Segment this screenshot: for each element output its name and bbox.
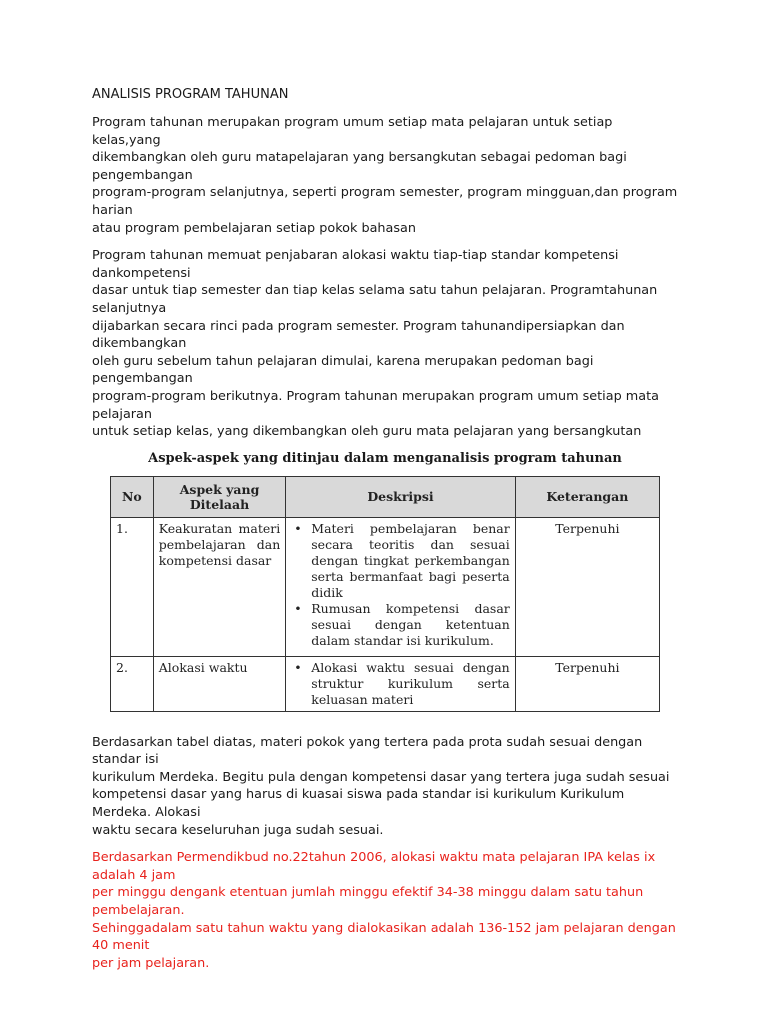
table-row [111, 656, 660, 711]
header-deskripsi: Deskripsi [286, 476, 515, 517]
document-heading: ANALISIS PROGRAM TAHUNAN [92, 87, 289, 102]
cell-keterangan: Terpenuhi [515, 517, 659, 656]
cell-deskripsi [286, 656, 515, 711]
paragraph-details: Program tahunan memuat penjabaran alokasi waktu tiap-tiap standar kompetensi dankompetensi dasar untuk tiap semester dan tiap kelas selama satu tahun pelajaran. Programtahunan selanjutnya dijabarkan secara rinci pada program semester. Program tahunandipersiapkan dan dikembangkan oleh guru sebelum tahun pelajaran dimulai, karena merupakan pedoman bagi pengembangan program-program berikutnya. Program tahunan merupakan program umum setiap mata pelajaran untuk setiap kelas, yang dikembangkan oleh guru mata pelajaran yang bersangkutan [92, 248, 659, 440]
cell-no: 1. [111, 517, 154, 656]
cell-keterangan: Terpenuhi [515, 656, 659, 711]
document-page [92, 86, 682, 982]
analysis-table [110, 476, 660, 712]
table-header-row [111, 476, 660, 517]
paragraph-red-note: Berdasarkan Permendikbud no.22tahun 2006, alokasi waktu mata pelajaran IPA kelas ix adalah 4 jam per minggu dengank etentuan jumlah minggu efektif 34-38 minggu dalam satu tahun pembelajaran. Sehinggadalam satu tahun waktu yang dialokasikan adalah 136-152 jam pelajaran dengan 40 menit per jam pelajaran. [92, 850, 676, 971]
cell-aspek: Alokasi waktu [153, 656, 285, 711]
header-keterangan: Keterangan [515, 476, 659, 517]
analysis-table-figure [110, 451, 660, 712]
bullet-icon: • [294, 659, 302, 675]
description-item: • Rumusan kompetensi dasar sesuai dengan ketentuan dalam standar isi kurikulum. [294, 600, 510, 648]
bullet-icon: • [294, 600, 302, 616]
table-title: Aspek-aspek yang ditinjau dalam menganalisis program tahunan [148, 450, 622, 466]
description-item: • Materi pembelajaran benar secara teoritis dan sesuai dengan tingkat perkembangan serta bermanfaat bagi peserta didik [294, 520, 510, 600]
table-row [111, 517, 660, 656]
paragraph-intro: Program tahunan merupakan program umum setiap mata pelajaran untuk setiap kelas,yang dikembangkan oleh guru matapelajaran yang bersangkutan sebagai pedoman bagi pengembangan program-program selanjutnya, seperti program semester, program mingguan,dan program harian atau program pembelajaran setiap pokok bahasan [92, 115, 678, 236]
header-no: No [111, 476, 154, 517]
description-item: • Alokasi waktu sesuai dengan struktur kurikulum serta keluasan materi [294, 659, 510, 707]
header-aspek: Aspek yang Ditelaah [153, 476, 285, 517]
cell-aspek: Keakuratan materi pembelajaran dan kompetensi dasar [153, 517, 285, 656]
cell-no: 2. [111, 656, 154, 711]
bullet-icon: • [294, 520, 302, 536]
paragraph-conclusion: Berdasarkan tabel diatas, materi pokok yang tertera pada prota sudah sesuai dengan standar isi kurikulum Merdeka. Begitu pula dengan kompetensi dasar yang tertera juga sudah sesuai kompetensi dasar yang harus di kuasai siswa pada standar isi kurikulum Kurikulum Merdeka. Alokasi waktu secara keseluruhan juga sudah sesuai. [92, 734, 670, 838]
cell-deskripsi [286, 517, 515, 656]
